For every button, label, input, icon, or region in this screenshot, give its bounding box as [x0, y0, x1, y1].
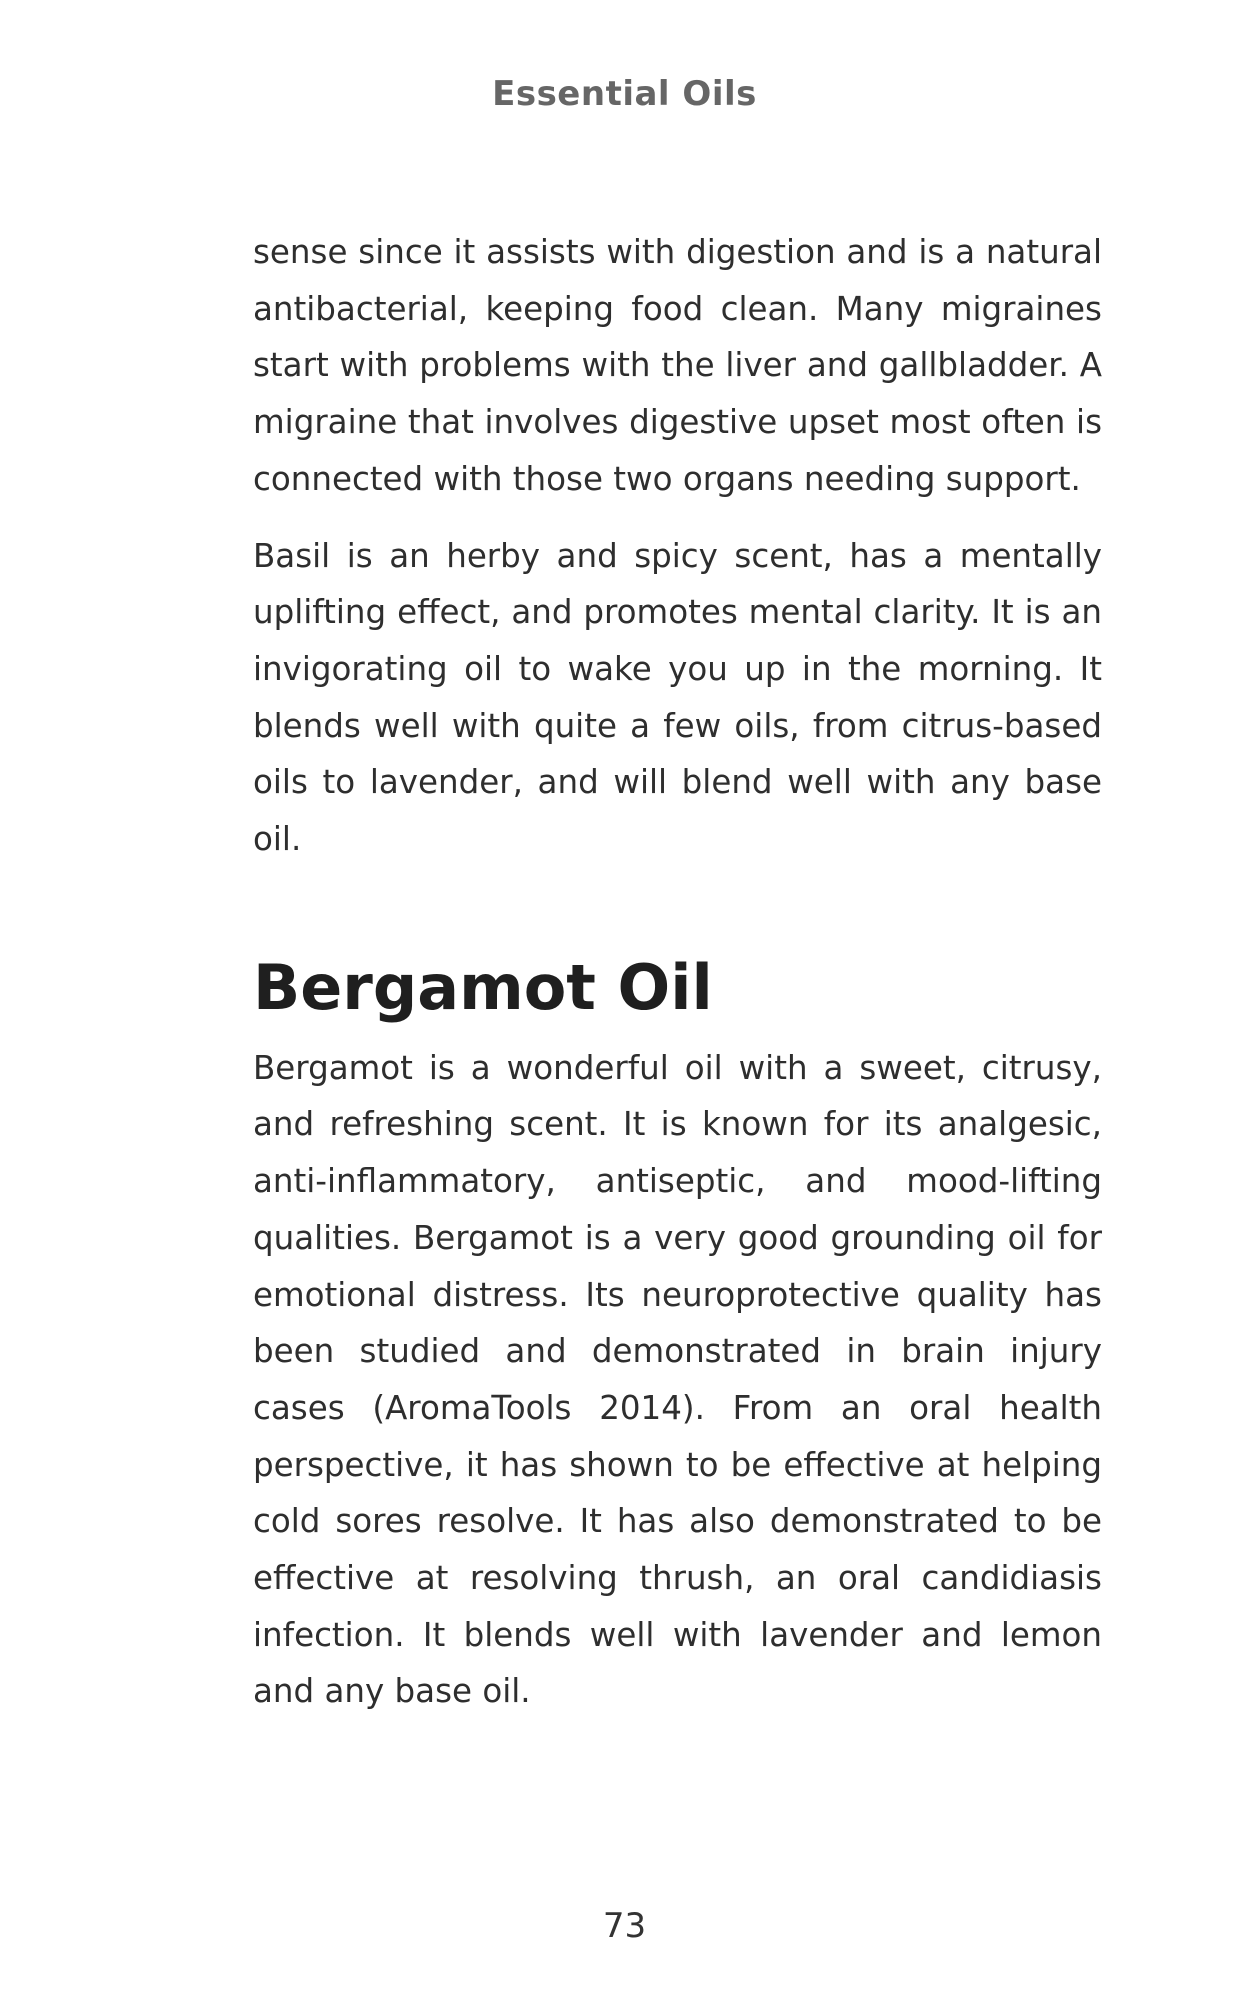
intro-paragraph-2: Basil is an herby and spicy scent, has a mentally uplifting effect, and promotes mental clarity. It is an invigorating oil to wake you up in the morning. It blends well with quite a few oils, from citrus-based oils to lavender, and will blend well with any base oil.	[253, 536, 1102, 859]
page-content	[253, 224, 1102, 1720]
page-number: 73	[602, 1906, 647, 1946]
section-heading: Bergamot Oil	[253, 950, 713, 1024]
intro-paragraph-1: sense since it assists with digestion and is a natural antibacterial, keeping food clean. Many migraines start with problems with the liver and gallbladder. A migraine that involves digestive upset most often is connected with those two organs needing support.	[253, 233, 1102, 498]
section-body	[253, 1040, 1102, 1720]
section-paragraph: Bergamot is a wonderful oil with a sweet, citrusy, and refreshing scent. It is known for its analgesic, anti-inflammatory, antiseptic, and mood-lifting qualities. Bergamot is a very good grounding oil for emotional distress. Its neuroprotective quality has been studied and demonstrated in brain injury cases (AromaTools 2014). From an oral health perspective, it has shown to be effective at helping cold sores resolve. It has also demonstrated to be effective at resolving thrush, an oral candidiasis infection. It blends well with lavender and lemon and any base oil.	[253, 1048, 1102, 1711]
running-header: Essential Oils	[492, 74, 757, 114]
